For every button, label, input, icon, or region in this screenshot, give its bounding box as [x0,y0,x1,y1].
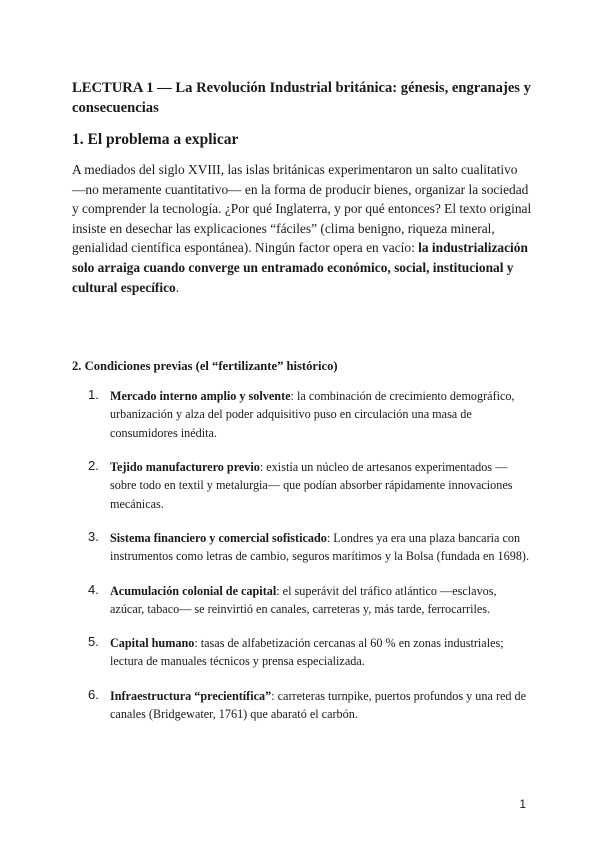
list-item-number: 4. [88,581,99,597]
list-item-number: 1. [88,387,99,403]
document-page [72,78,532,739]
section-1-paragraph [72,160,532,297]
list-item-number: 3. [88,528,99,544]
list-item-text: : el superávit del tráfico atlántico —esclavos, azúcar, tabaco— se reinvirtió en canales, carreteras y, más tarde, ferrocarriles. [110,583,497,616]
list-item-number: 6. [88,686,99,702]
paragraph-emphasis: la industrialización solo arraiga cuando converge un entramado económico, social, institucional y cultural específico [72,240,528,295]
list-item-term: Capital humano [110,636,195,651]
page-number: 1 [519,797,526,811]
list-item [72,634,532,671]
list-item-term: Mercado interno amplio y solvente [110,389,291,404]
list-item-text: : tasas de alfabetización cercanas al 60 % en zonas industriales; lectura de manuales técnicos y prensa especializada. [110,636,504,669]
list-item-text: : Londres ya era una plaza bancaria con instrumentos como letras de cambio, seguros marítimos y la Bolsa (fundada en 1698). [110,530,530,564]
list-item-text: : carreteras turnpike, puertos profundos y una red de canales (Bridgewater, 1761) que abarató el carbón. [110,688,527,722]
list-item-number: 5. [88,634,99,650]
list-item-number: 2. [88,458,99,474]
list-item-text: : la combinación de crecimiento demográfico, urbanización y alza del poder adquisitivo puso en circulación una masa de consumidores inédita. [110,389,515,440]
list-item [72,582,532,619]
section-2-heading: 2. Condiciones previas (el “fertilizante” histórico) [72,359,338,374]
list-item-term: Sistema financiero y comercial sofisticado [110,530,327,545]
conditions-list [72,387,532,723]
list-item [72,458,532,513]
paragraph-text: A mediados del siglo XVIII, las islas británicas experimentaron un salto cualitativo —no meramente cuantitativo— en la forma de producir bienes, organizar la sociedad y comprender la tecnología. ¿Por qué Inglaterra, y por qué entonces? El texto original insiste en desechar las explicaciones “fáciles” (clima benigno, riqueza mineral, genialidad científica espontánea). Ningún factor opera en vacío: [72,162,532,256]
list-item-term: Tejido manufacturero previo [110,460,260,475]
list-item [72,387,532,442]
list-item [72,529,532,566]
list-item-term: Acumulación colonial de capital [110,583,277,598]
section-1-heading: 1. El problema a explicar [72,131,239,148]
list-item [72,687,532,724]
list-item-term: Infraestructura “precientífica” [110,688,272,703]
document-title: LECTURA 1 — La Revolución Industrial británica: génesis, engranajes y consecuencias [72,80,531,116]
paragraph-end: . [175,279,180,295]
list-item-text: : existía un núcleo de artesanos experimentados —sobre todo en textil y metalurgia— que podían absorber rápidamente innovaciones mecánicas. [110,460,513,511]
